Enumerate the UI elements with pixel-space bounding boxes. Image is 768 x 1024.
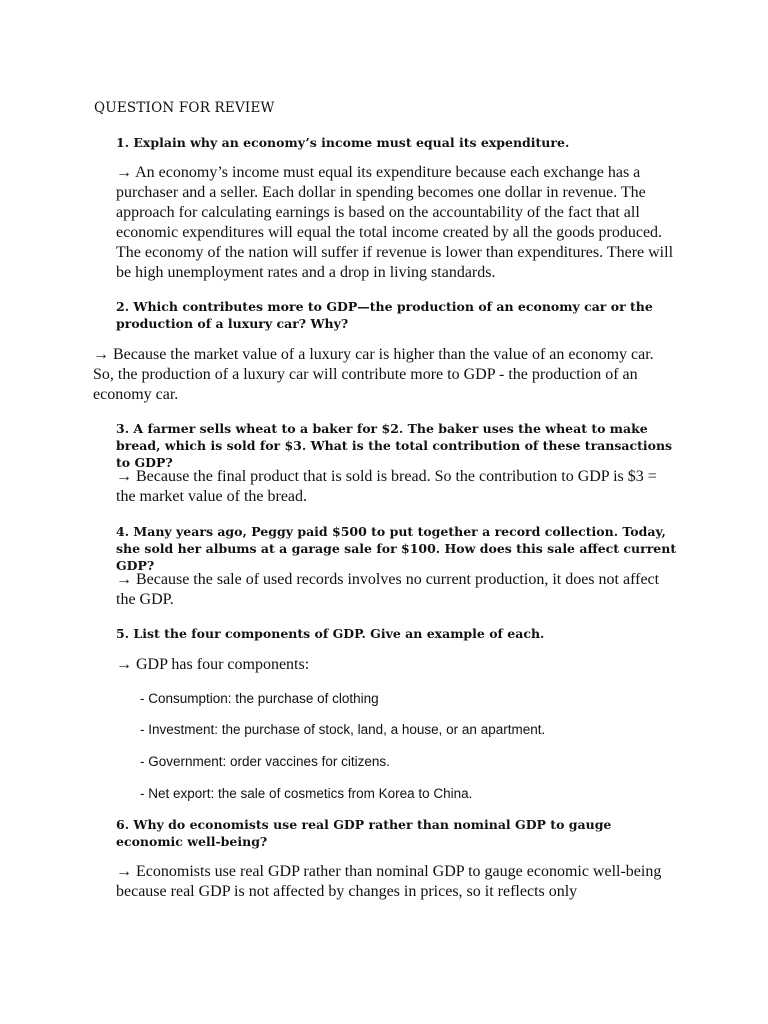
component-government: - Government: order vaccines for citizens. xyxy=(140,754,390,769)
answer-6: → Economists use real GDP rather than nominal GDP to gauge economic well-being because real GDP is not affected by changes in prices, so it reflects only xyxy=(116,863,662,900)
question-3: 3. A farmer sells wheat to a baker for $2. The baker uses the wheat to make bread, which is sold for $3. What is the total contribution of these transactions to GDP? xyxy=(116,421,673,470)
question-2: 2. Which contributes more to GDP—the production of an economy car or the production of a luxury car? Why? xyxy=(116,299,653,331)
component-consumption: - Consumption: the purchase of clothing xyxy=(140,691,379,706)
component-net-export: - Net export: the sale of cosmetics from Korea to China. xyxy=(140,786,473,801)
answer-4: → Because the sale of used records involves no current production, it does not affect the GDP. xyxy=(116,571,660,608)
question-6: 6. Why do economists use real GDP rather than nominal GDP to gauge economic well-being? xyxy=(116,817,612,849)
component-investment: - Investment: the purchase of stock, land, a house, or an apartment. xyxy=(140,722,546,737)
question-5: 5. List the four components of GDP. Give an example of each. xyxy=(116,626,545,641)
question-1: 1. Explain why an economy’s income must equal its expenditure. xyxy=(116,135,570,150)
answer-2: → Because the market value of a luxury car is higher than the value of an economy car. So, the production of a luxury car will contribute more to GDP - the production of an economy car. xyxy=(93,346,654,403)
question-4: 4. Many years ago, Peggy paid $500 to put together a record collection. Today, she sold her albums at a garage sale for $100. How does this sale affect current GDP? xyxy=(116,524,677,573)
page-heading: QUESTION FOR REVIEW xyxy=(94,100,275,116)
answer-3: → Because the final product that is sold is bread. So the contribution to GDP is $3 = the market value of the bread. xyxy=(116,468,657,505)
answer-5: → GDP has four components: xyxy=(116,656,310,673)
answer-1: → An economy’s income must equal its expenditure because each exchange has a purchaser and a seller. Each dollar in spending becomes one dollar in revenue. The approach for calculating earnings is based on the accountability of the fact that all economic expenditures will equal the total income created by all the goods produced. The economy of the nation will suffer if revenue is lower than expenditures. There will be high unemployment rates and a drop in living standards. xyxy=(116,164,674,281)
